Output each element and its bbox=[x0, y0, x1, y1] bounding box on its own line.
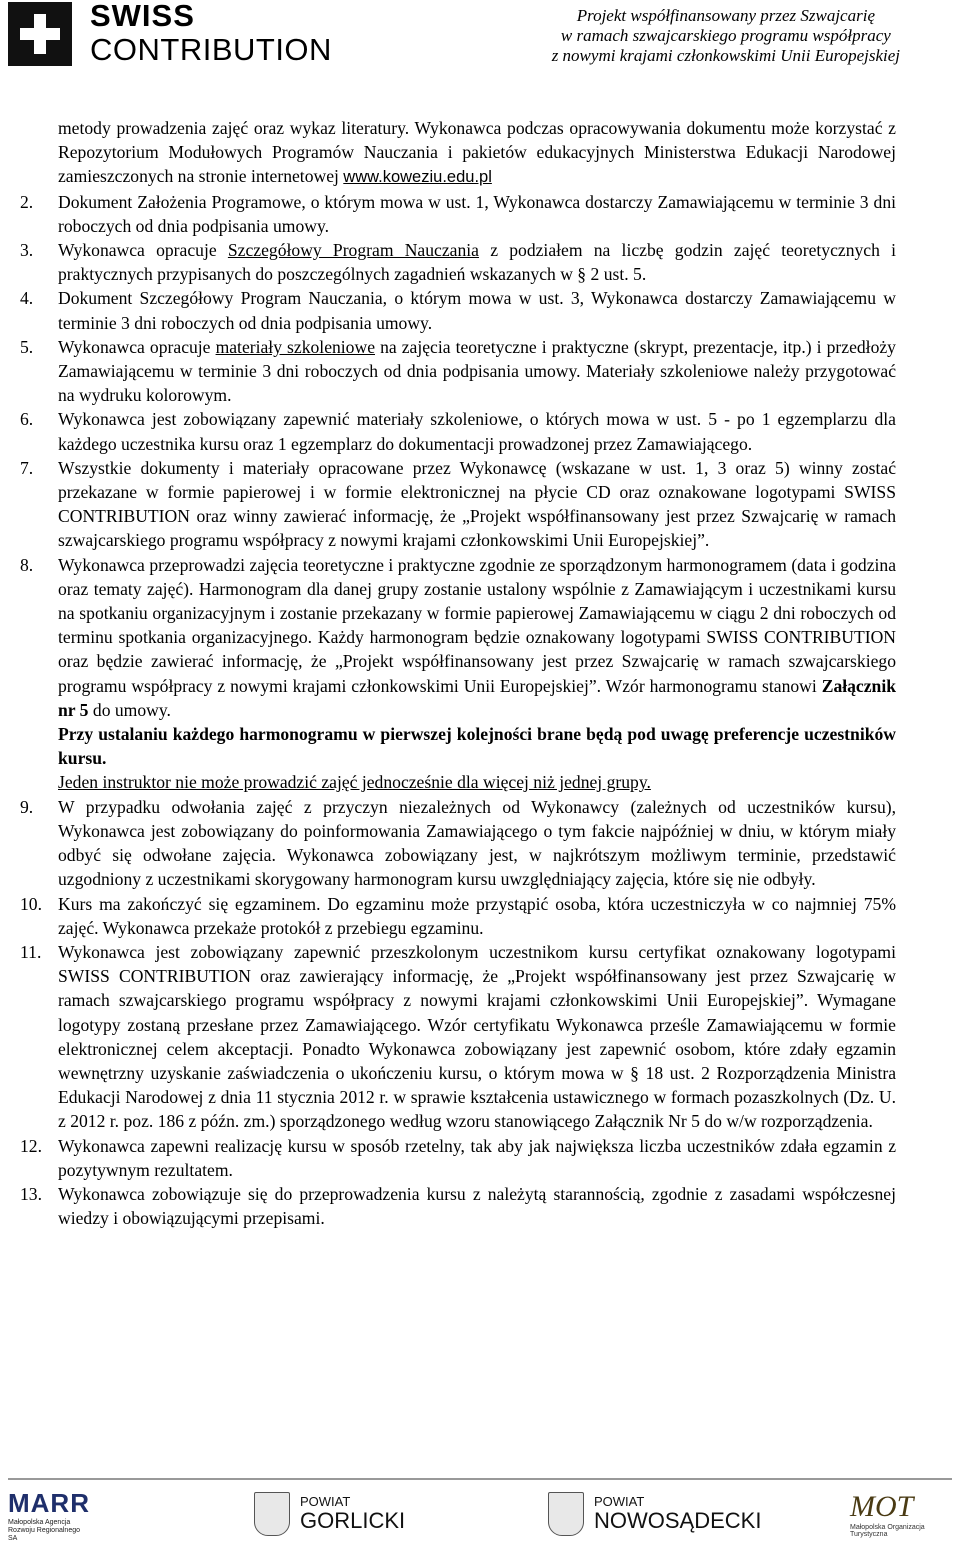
item-number: 12. bbox=[20, 1135, 42, 1156]
item-text: Wykonawca przeprowadzi zajęcia teoretyczne i praktyczne zgodnie ze sporządzonym harmonogramem (data i godzina oraz tematy zajęć). Harmonogram dla danej grupy zostanie ustalony wspólnie z Zamawiającym i uczestnikami kursu na spotkaniu organizacyjnym i zostanie przekazany w formie papierowej Zamawiającemu w ciągu 2 dni roboczych od terminu spotkania organizacyjnego. Każdy harmonogram będzie oznakowany logotypami SWISS CONTRIBUTION oraz będzie zawierać informację, że „Projekt współfinansowany jest przez Szwajcarię w ramach szwajcarskiego programu współpracy z nowymi krajami członkowskimi Unii Europejskiej”. Wzór harmonogramu stanowi Załącznik nr 5 do umowy. Przy ustalaniu każdego harmonogramu w pierwszej kolejności brane będą pod uwagę preferencje uczestników kursu. Jeden instruktor nie może prowadzić zajęć jednocześnie dla więcej niż jednej grupy. bbox=[58, 553, 896, 795]
header-note-line-1: Projekt współfinansowany przez Szwajcarię bbox=[576, 6, 875, 25]
underlined-term: Szczegółowy Program Nauczania bbox=[227, 240, 479, 261]
bold-term: Załącznik nr 5 bbox=[58, 675, 896, 720]
item-text: Wykonawca zobowiązuje się do przeprowadzenia kursu z należytą starannością, zgodnie z zasadami współczesnej wiedzy i obowiązującymi przepisami. bbox=[58, 1183, 896, 1229]
marr-logo: MARR Małopolska Agencja Rozwoju Regionalnego SA bbox=[8, 1488, 90, 1542]
list-item-12 bbox=[20, 1134, 896, 1182]
header-note-line-3: z nowymi krajami członkowskimi Unii Europejskiej bbox=[551, 46, 900, 65]
item-text: Kurs ma zakończyć się egzaminem. Do egzaminu może przystąpić osoba, która uczestniczyła w co najmniej 75% zajęć. Wykonawca przekaże protokół z przebiegu egzaminu. bbox=[58, 893, 896, 938]
underlined-term: materiały szkoleniowe bbox=[215, 336, 375, 357]
intro-paragraph bbox=[20, 116, 896, 190]
item-number: 10. bbox=[20, 893, 42, 914]
list-item-6 bbox=[20, 407, 896, 455]
item-number: 7. bbox=[20, 457, 34, 478]
footer-divider bbox=[8, 1478, 952, 1480]
item-text: Wszystkie dokumenty i materiały opracowane przez Wykonawcę (wskazane w ust. 1, 3 oraz 5) winny zostać przekazane w formie papierowej i w formie elektronicznej na płycie CD oraz oznakowane logotypami SWISS CONTRIBUTION oraz winny zawierać informację, że „Projekt współfinansowany jest przez Szwajcarię w ramach szwajcarskiego programu współpracy z nowymi krajami członkowskimi Unii Europejskiej”. bbox=[58, 457, 896, 551]
swiss-contribution-logo bbox=[8, 0, 332, 68]
powiat-nowosadecki-logo: POWIAT NOWOSĄDECKI bbox=[548, 1492, 761, 1536]
list-item-4 bbox=[20, 286, 896, 334]
list-item-13 bbox=[20, 1182, 896, 1230]
item-text: Dokument Szczegółowy Program Nauczania, o którym mowa w ust. 3, Wykonawca dostarczy Zamawiającemu w terminie 3 dni roboczych od dnia podpisania umowy. bbox=[58, 288, 896, 333]
page-footer bbox=[0, 1484, 960, 1552]
item-text: Dokument Założenia Programowe, o którym mowa w ust. 1, Wykonawca dostarczy Zamawiającemu w terminie 3 dni roboczych od dnia podpisania umowy. bbox=[58, 191, 896, 236]
bold-paragraph: Przy ustalaniu każdego harmonogramu w pierwszej kolejności brane będą pod uwagę preferencje uczestników kursu. bbox=[58, 724, 896, 769]
item-text: Wykonawca jest zobowiązany zapewnić materiały szkoleniowe, o których mowa w ust. 5 - po 1 egzemplarzu dla każdego uczestnika kursu oraz 1 egzemplarz do dokumentacji prowadzonej przez Zamawiającego. bbox=[58, 409, 896, 454]
document-body bbox=[20, 116, 896, 1230]
underlined-paragraph: Jeden instruktor nie może prowadzić zajęć jednocześnie dla więcej niż jednej grupy. bbox=[58, 772, 651, 793]
item-number: 5. bbox=[20, 336, 34, 357]
list-item-7 bbox=[20, 456, 896, 553]
item-number: 2. bbox=[20, 191, 34, 212]
list-item-2 bbox=[20, 190, 896, 238]
crest-icon bbox=[548, 1492, 584, 1536]
koweziu-link[interactable]: www.koweziu.edu.pl bbox=[343, 168, 492, 187]
logo-line-1: SWISS bbox=[90, 0, 195, 33]
item-text: Wykonawca opracuje Szczegółowy Program Nauczania z podziałem na liczbę godzin zajęć teoretycznych i praktycznych przypisanych do poszczególnych zagadnień wskazanych w § 2 ust. 5. bbox=[58, 240, 897, 285]
item-number: 4. bbox=[20, 288, 34, 309]
item-number: 11. bbox=[20, 941, 42, 962]
swiss-cross-icon bbox=[8, 2, 72, 66]
item-number: 13. bbox=[20, 1183, 42, 1204]
list-item-5 bbox=[20, 335, 896, 408]
list-item-8 bbox=[20, 553, 896, 795]
list-item-9 bbox=[20, 795, 896, 892]
item-text: Wykonawca opracuje materiały szkoleniowe na zajęcia teoretyczne i praktyczne (skrypt, prezentacje, itp.) i przedłoży Zamawiającemu w terminie 3 dni roboczych od dnia podpisania umowy. Materiały szkoleniowe należy przygotować na wydruku kolorowym. bbox=[58, 336, 896, 406]
header-note-line-2: w ramach szwajcarskiego programu współpracy bbox=[560, 26, 891, 45]
item-number: 8. bbox=[20, 554, 34, 575]
mot-logo: MOT Małopolska Organizacja Turystyczna bbox=[850, 1490, 925, 1538]
list-item-11 bbox=[20, 940, 896, 1134]
item-text: Wykonawca zapewni realizację kursu w sposób rzetelny, tak aby jak największa liczba uczestników zdała egzamin z pozytywnym rezultatem. bbox=[58, 1135, 896, 1180]
crest-icon bbox=[254, 1492, 290, 1536]
powiat-gorlicki-logo: POWIAT GORLICKI bbox=[254, 1492, 405, 1536]
item-text: W przypadku odwołania zajęć z przyczyn niezależnych od Wykonawcy (zależnych od uczestników kursu), Wykonawca jest zobowiązany do poinformowania Zamawiającego o tym fakcie najpóźniej w dniu, w którym miały odbyć się odwołane zajęcia. Wykonawca zobowiązany jest, w najkrótszym możliwym terminie, przedstawić uzgodniony z uczestnikami skorygowany harmonogram kursu uwzględniający zajęcia, które się nie odbyły. bbox=[58, 796, 896, 890]
item-text: Wykonawca jest zobowiązany zapewnić przeszkolonym uczestnikom kursu certyfikat oznakowany logotypami SWISS CONTRIBUTION oraz zawierający informację, że „Projekt współfinansowany jest przez Szwajcarię w ramach szwajcarskiego programu współpracy z nowymi krajami członkowskimi Unii Europejskiej”. Wymagane logotypy zostaną przesłane przez Zamawiającego. Wzór certyfikatu Wykonawca prześle Zamawiającemu w formie elektronicznej celem akceptacji. Ponadto Wykonawca zobowiązany jest zapewnić osobom, które zdały egzamin wewnętrzny uzyskanie zaświadczenia o ukończeniu kursu, o którym mowa w § 18 ust. 2 Rozporządzenia Ministra Edukacji Narodowej z dnia 11 stycznia 2012 r. w sprawie kształcenia ustawicznego w formach pozaszkolnych (Dz. U. z 2012 r. poz. 186 z późn. zm.) sporządzonego według wzoru stanowiącego Załącznik Nr 5 do w/w rozporządzenia. bbox=[58, 941, 896, 1132]
page-header bbox=[0, 0, 960, 80]
header-note bbox=[552, 6, 900, 66]
intro-text: metody prowadzenia zajęć oraz wykaz literatury. Wykonawca podczas opracowywania dokumentu może korzystać z Repozytorium Modułowych Programów Nauczania i pakietów edukacyjnych Ministerstwa Edukacji Narodowej zamieszczonych na stronie internetowej bbox=[58, 118, 896, 187]
item-number: 9. bbox=[20, 796, 34, 817]
list-item-3 bbox=[20, 238, 896, 286]
item-number: 6. bbox=[20, 409, 34, 430]
logo-line-2: CONTRIBUTION bbox=[90, 32, 332, 67]
item-number: 3. bbox=[20, 240, 34, 261]
list-item-10 bbox=[20, 892, 896, 940]
